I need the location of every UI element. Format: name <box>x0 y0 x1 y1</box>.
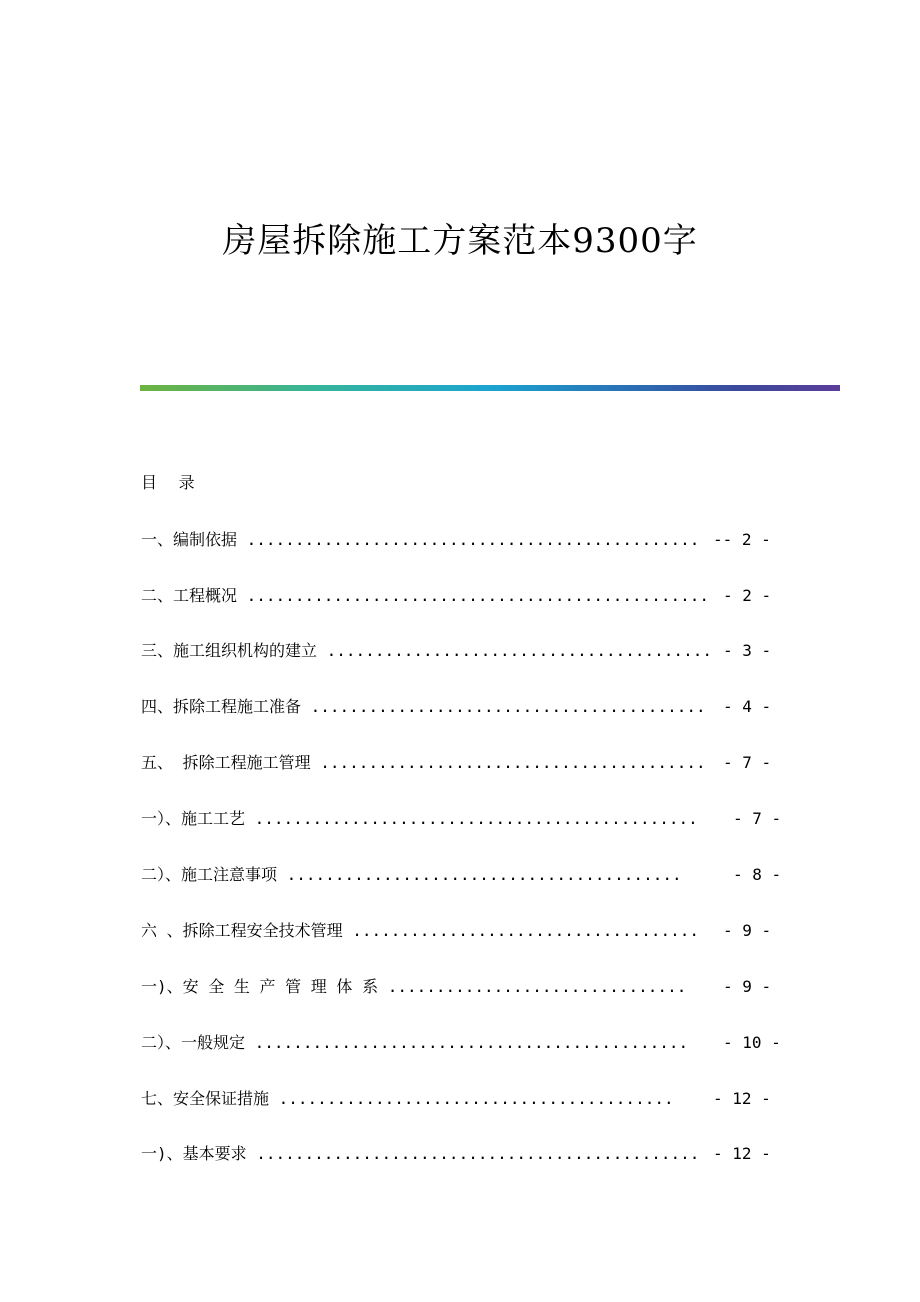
title-divider <box>140 385 840 391</box>
toc-entry[interactable] <box>141 808 782 830</box>
toc-entry-label: 三、施工组织机构的建立 <box>141 641 318 660</box>
toc-entry-label: 一)、安 全 生 产 管 理 体 系 <box>141 977 379 996</box>
toc-entry-page: - 9 - <box>723 921 772 940</box>
toc-heading: 目 录 <box>141 473 201 492</box>
toc-entry-page: - 7 - <box>733 809 782 828</box>
toc-entry-page: - 2 - <box>723 586 772 605</box>
toc-entry-leader: ........................................ <box>310 753 706 772</box>
toc-entry[interactable] <box>141 920 772 942</box>
toc-entry-leader: ......................................... <box>277 865 682 884</box>
toc-entry-page: - 12 - <box>713 1144 771 1163</box>
toc-entry-leader: .................................... <box>342 921 700 940</box>
toc-entry[interactable] <box>141 640 772 662</box>
toc-entry[interactable] <box>141 1088 771 1110</box>
toc-entry[interactable] <box>141 696 772 718</box>
toc-entry-leader: ................................................ <box>237 586 710 605</box>
toc-entry-leader: ......................................... <box>269 1089 674 1108</box>
toc-entry-page: -- 2 - <box>713 530 771 549</box>
toc-entry-leader: .............................................. <box>246 1144 700 1163</box>
toc-entry-leader: ............................... <box>378 977 687 996</box>
toc-entry-label: 二、工程概况 <box>141 586 238 605</box>
toc-entry[interactable] <box>141 529 771 551</box>
toc-entry-page: - 4 - <box>723 697 772 716</box>
toc-entry-label: 五、 拆除工程施工管理 <box>141 753 311 772</box>
toc-entry[interactable] <box>141 1032 781 1054</box>
toc-entry-page: - 12 - <box>713 1089 771 1108</box>
toc-entry-label: 一)、基本要求 <box>141 1144 247 1163</box>
document-title: 房屋拆除施工方案范本9300字 <box>222 221 698 261</box>
toc-entry[interactable] <box>141 864 782 886</box>
toc-entry-label: 一、编制依据 <box>141 530 238 549</box>
toc-entry-leader: ......................................... <box>301 697 706 716</box>
toc-entry-label: 二）、施工注意事项 <box>141 865 278 884</box>
toc-entry-leader: ............................................. <box>245 1033 689 1052</box>
toc-entry-label: 七、安全保证措施 <box>141 1089 270 1108</box>
toc-entry[interactable] <box>141 752 772 774</box>
toc-entry-label: 四、拆除工程施工准备 <box>141 697 302 716</box>
toc-entry-page: - 9 - <box>723 977 772 996</box>
toc-entry-leader: .............................................. <box>245 809 698 828</box>
toc-entry-page: - 8 - <box>733 865 782 884</box>
toc-entry-label: 六 、拆除工程安全技术管理 <box>141 921 343 940</box>
toc-entry-label: 二）、一般规定 <box>141 1033 246 1052</box>
toc-entry-leader: ............................................... <box>237 530 700 549</box>
toc-entry[interactable] <box>141 1143 771 1165</box>
toc-entry-page: - 7 - <box>723 753 772 772</box>
toc-entry[interactable] <box>141 585 772 607</box>
toc-entry[interactable] <box>141 976 772 998</box>
toc-entry-page: - 10 - <box>723 1033 781 1052</box>
toc-entry-label: 一）、施工工艺 <box>141 809 246 828</box>
toc-entry-page: - 3 - <box>723 641 772 660</box>
toc-entry-leader: ........................................ <box>317 641 712 660</box>
